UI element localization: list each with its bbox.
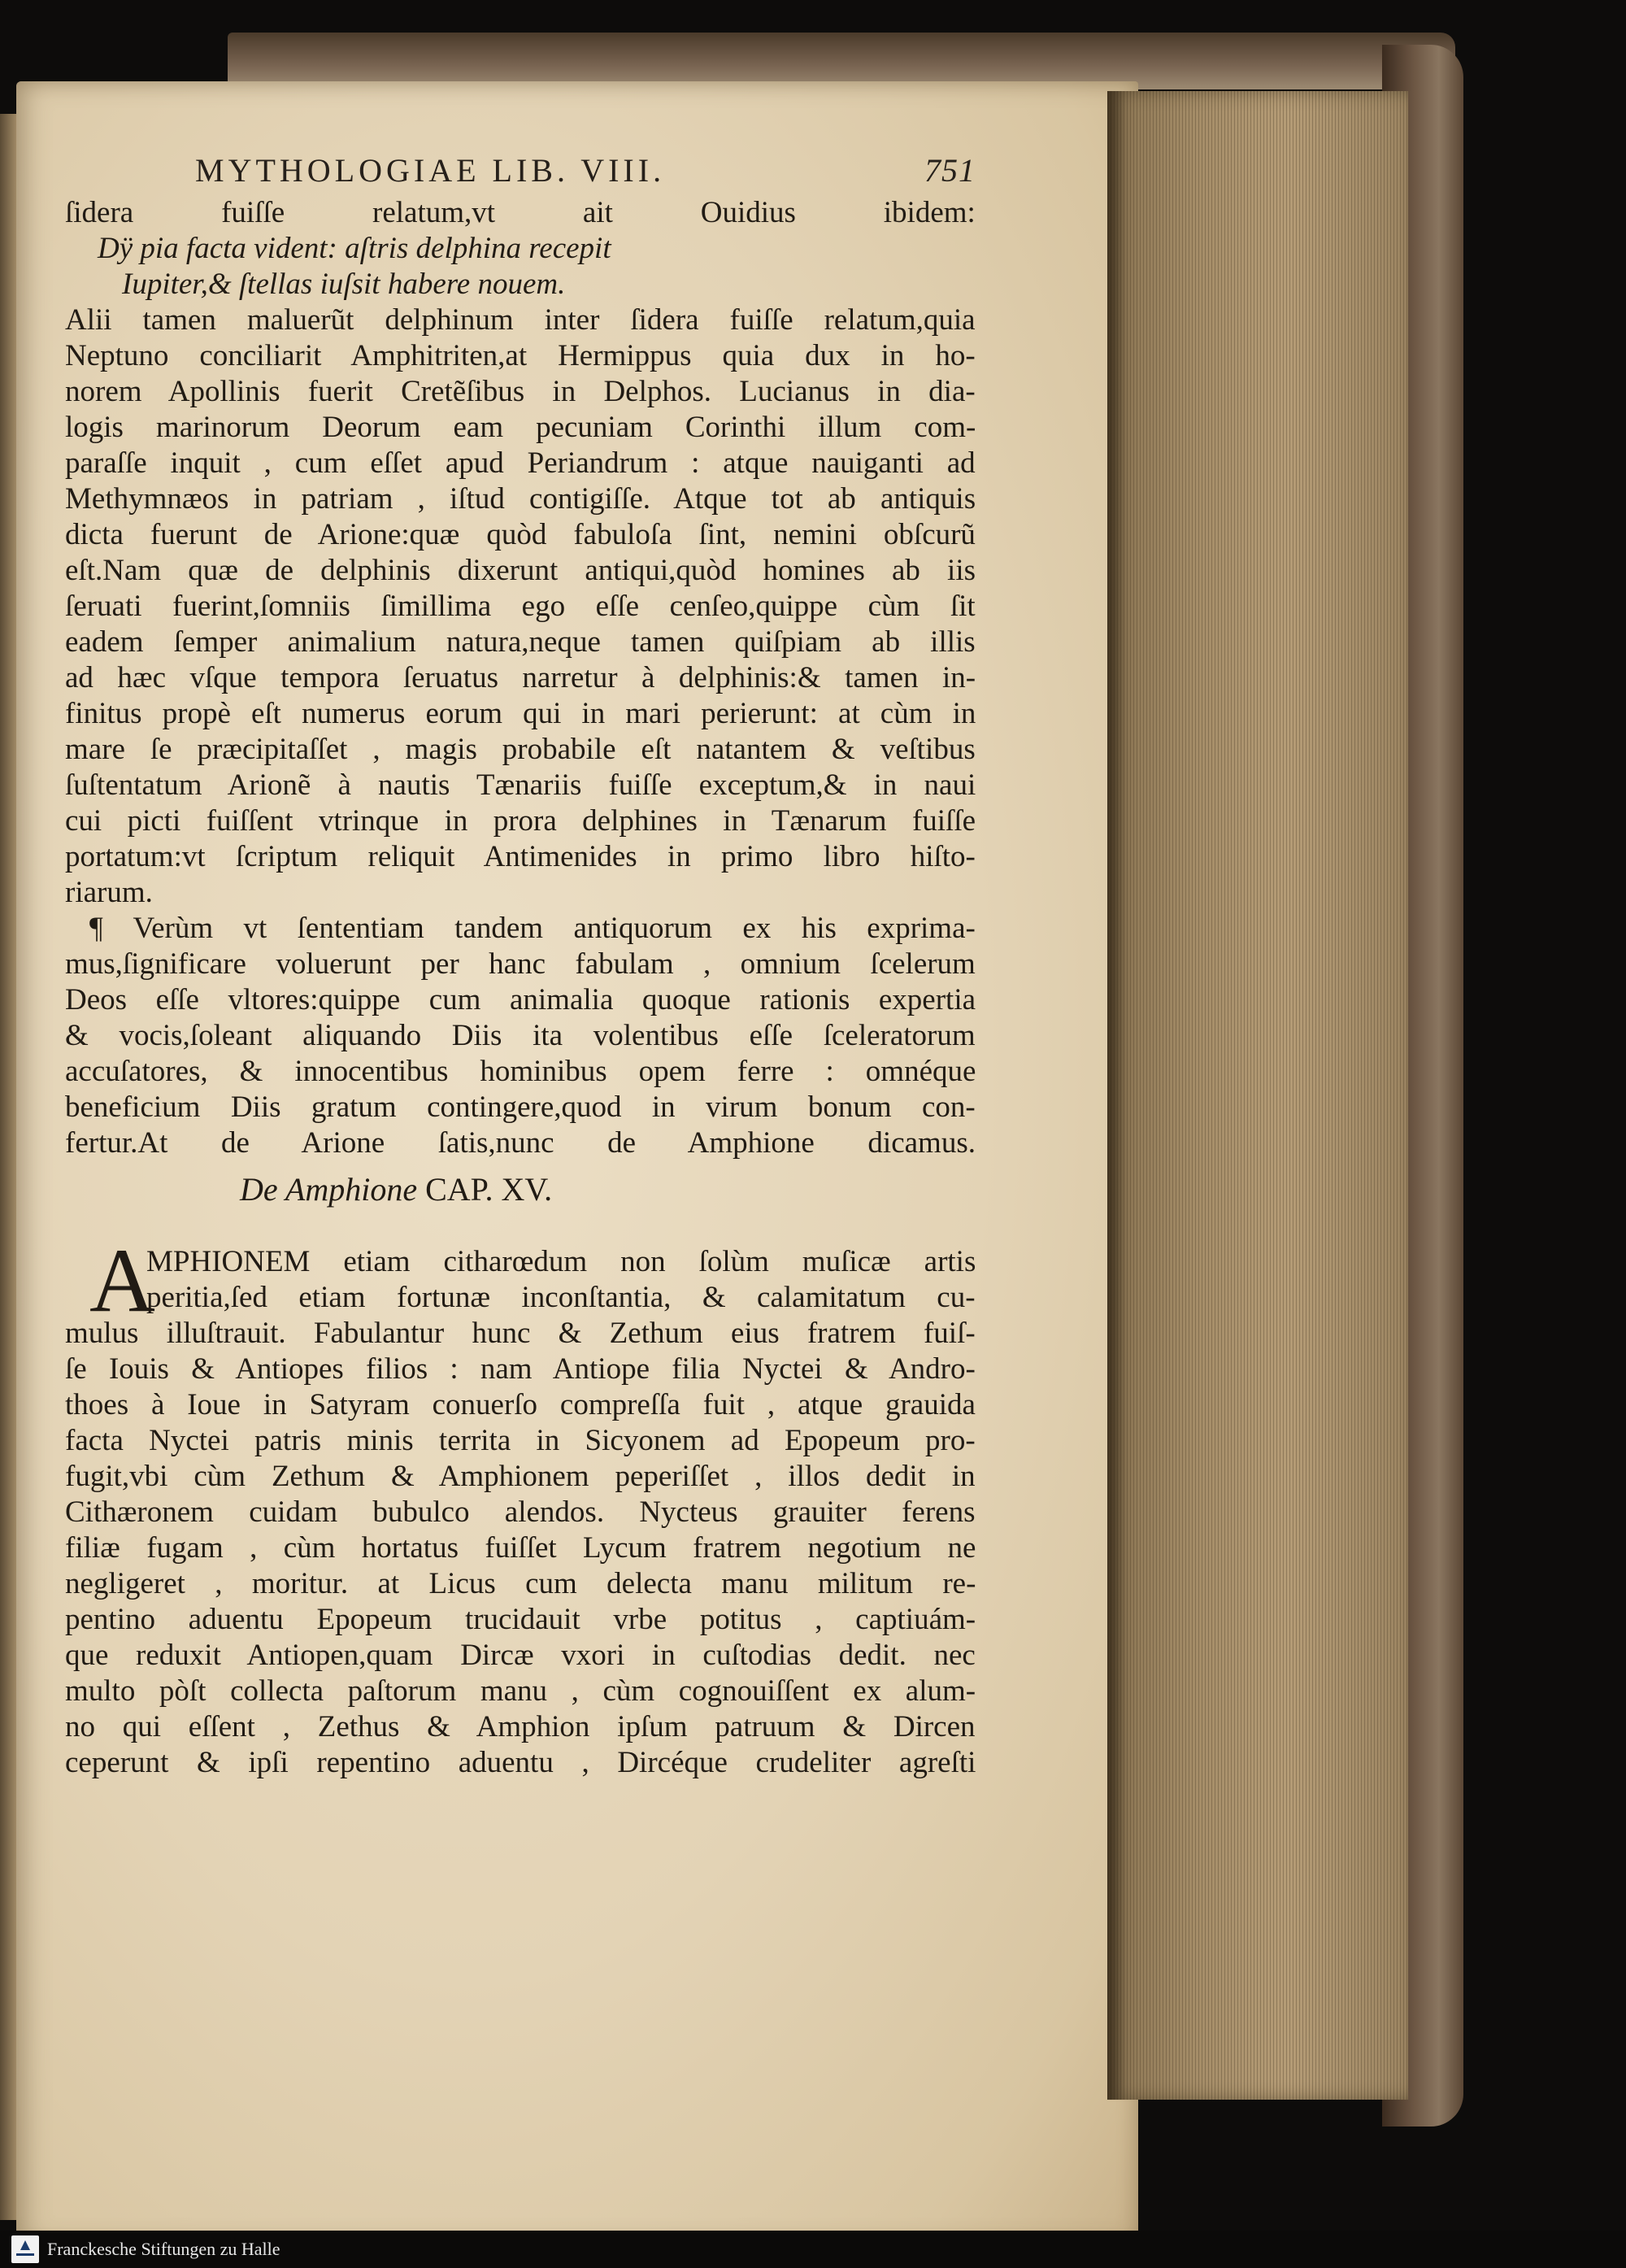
chapter-heading xyxy=(240,1169,552,1215)
text-line: que reduxit Antiopen,quam Dircæ vxori in cuſtodias dedit. nec xyxy=(65,1639,976,1672)
text-line: cui picti fuiſſent vtrinque in prora delphines in Tænarum fuiſſe xyxy=(65,804,976,838)
text-line: ad hæc vſque tempora ſeruatus narretur à delphinis:& tamen in- xyxy=(65,661,976,694)
text-line: Deos eſſe vltores:quippe cum animalia quoque rationis expertia xyxy=(65,983,976,1016)
text-line: thoes à Ioue in Satyram conuerſo compreſſa fuit , atque grauida xyxy=(65,1388,976,1421)
text-line: multo pòſt collecta paſtorum manu , cùm cognouiſſent ex alum- xyxy=(65,1674,976,1708)
text-line: pentino aduentu Epopeum trucidauit vrbe potitus , captiuám- xyxy=(65,1603,976,1636)
text-line: dicta fuerunt de Arione:quæ quòd fabuloſa ſint, nemini obſcurũ xyxy=(65,518,976,551)
text-line: portatum:vt ſcriptum reliquit Antimenides in primo libro hiſto- xyxy=(65,840,976,873)
fore-edge-shadow xyxy=(1107,91,1125,2100)
text-line: fugit,vbi cùm Zethum & Amphionem peperiſſet , illos dedit in xyxy=(65,1460,976,1493)
running-head xyxy=(195,151,976,194)
text-line: fertur.At de Arione ſatis,nunc de Amphione dicamus. xyxy=(65,1126,976,1160)
text-line: peritia,ſed etiam fortunæ inconſtantia, & calamitatum cu- xyxy=(146,1281,976,1314)
chapter-number: CAP. XV. xyxy=(425,1171,553,1208)
text-line: Methymnæos in patriam , iſtud contigiſſe. Atque tot ab antiquis xyxy=(65,482,976,516)
footer-institution: Franckesche Stiftungen zu Halle xyxy=(47,2239,280,2259)
text-line: beneficium Diis gratum contingere,quod in virum bonum con- xyxy=(65,1090,976,1124)
text-line: facta Nyctei patris minis territa in Sicyonem ad Epopeum pro- xyxy=(65,1424,976,1457)
chapter-title: De Amphione xyxy=(240,1171,418,1208)
text-line: logis marinorum Deorum eam pecuniam Corinthi illum com- xyxy=(65,411,976,444)
text-line: mulus illuſtrauit. Fabulantur hunc & Zethum eius fratrem fuiſ- xyxy=(65,1317,976,1350)
text-line: norem Apollinis fuerit Cretẽſibus in Delphos. Lucianus in dia- xyxy=(65,375,976,408)
text-line: eſt.Nam quæ de delphinis dixerunt antiqui,quòd homines ab iis xyxy=(65,554,976,587)
institution-logo-icon xyxy=(11,2235,39,2263)
text-line: Cithæronem cuidam bubulco alendos. Nycteus grauiter ferens xyxy=(65,1495,976,1529)
text-line: MPHIONEM etiam citharœdum non ſolùm muſicæ artis xyxy=(146,1245,976,1278)
verse-line: Dÿ pia facta vident: aſtris delphina recepit xyxy=(98,232,611,265)
verse-line: Iupiter,& ſtellas iuſsit habere nouem. xyxy=(122,268,566,301)
text-line: no qui eſſent , Zethus & Amphion ipſum patruum & Dircen xyxy=(65,1710,976,1743)
running-head-title: MYTHOLOGIAE LIB. VIII. xyxy=(195,152,666,189)
text-line: Neptuno conciliarit Amphitriten,at Hermippus quia dux in ho- xyxy=(65,339,976,372)
text-line: eadem ſemper animalium natura,neque tamen quiſpiam ab illis xyxy=(65,625,976,659)
page-number: 751 xyxy=(924,152,976,189)
text-line: ſuſtentatum Arionẽ à nautis Tænariis fuiſſe exceptum,& in naui xyxy=(65,768,976,802)
page-fore-edge xyxy=(1107,91,1408,2100)
text-line: paraſſe inquit , cum eſſet apud Periandrum : atque nauiganti ad xyxy=(65,446,976,480)
text-line: ſeruati fuerint,ſomniis ſimillima ego eſſe cenſeo,quippe cùm ſit xyxy=(65,590,976,623)
drop-cap: A xyxy=(89,1230,155,1331)
text-line: mare ſe præcipitaſſet , magis probabile eſt natantem & veſtibus xyxy=(65,733,976,766)
text-line: accuſatores, & innocentibus hominibus opem ferre : omnéque xyxy=(65,1055,976,1088)
text-line: finitus propè eſt numerus eorum qui in mari perierunt: at cùm in xyxy=(65,697,976,730)
text-line: filiæ fugam , cùm hortatus fuiſſet Lycum fratrem negotium ne xyxy=(65,1531,976,1565)
text-line: riarum. xyxy=(65,876,153,909)
text-line: ſe Iouis & Antiopes filios : nam Antiope filia Nyctei & Andro- xyxy=(65,1352,976,1386)
text-line: mus,ſignificare voluerunt per hanc fabulam , omnium ſcelerum xyxy=(65,947,976,981)
text-line: Alii tamen maluerũt delphinum inter ſidera fuiſſe relatum,quia xyxy=(65,303,976,337)
text-line: negligeret , moritur. at Licus cum delecta manu militum re- xyxy=(65,1567,976,1600)
text-line: ſidera fuiſſe relatum,vt ait Ouidius ibidem: xyxy=(65,196,976,229)
text-line: & vocis,ſoleant aliquando Diis ita volentibus eſſe ſceleratorum xyxy=(65,1019,976,1052)
text-line: ceperunt & ipſi repentino aduentu , Dircéque crudeliter agreſti xyxy=(65,1746,976,1779)
text-line: ¶ Verùm vt ſententiam tandem antiquorum ex his exprima- xyxy=(89,912,976,945)
